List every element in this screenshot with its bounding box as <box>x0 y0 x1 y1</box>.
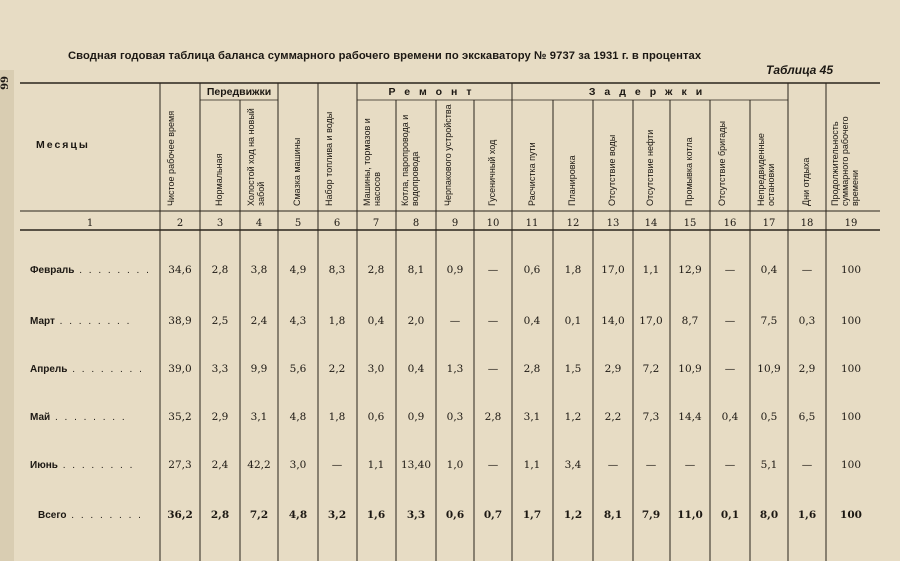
table-cell: 0,6 <box>367 411 385 423</box>
table-cell: 35,2 <box>168 411 192 423</box>
table-cell: — <box>801 264 813 276</box>
header-col-9: Черпакового устройства <box>443 104 453 206</box>
table-cell: 3,0 <box>367 363 385 375</box>
table-cell: 0,4 <box>367 315 385 327</box>
header-col-2: Чистое рабочее время <box>166 110 176 206</box>
row-month-label <box>30 316 131 327</box>
table-cell: 6,5 <box>798 411 816 423</box>
table-cell: 0,1 <box>564 315 582 327</box>
table-cell: — <box>801 459 813 471</box>
table-cell: 0,4 <box>407 363 425 375</box>
table-label: Таблица 45 <box>766 63 834 77</box>
table-cell: 2,2 <box>604 411 622 423</box>
table-cell: 100 <box>840 459 862 471</box>
header-col-10: Гусеничный ход <box>487 139 497 206</box>
header-col-18: Дни отдыха <box>801 157 811 206</box>
group-header-moving: Передвижки <box>206 86 272 98</box>
page-side-number: 99 <box>0 76 11 90</box>
table-cell: 1,5 <box>564 363 582 375</box>
month-name: Февраль <box>30 265 75 276</box>
table-cell: — <box>487 315 499 327</box>
col-number: 18 <box>800 218 814 229</box>
table-cell: — <box>449 315 461 327</box>
table-cell: 7,2 <box>642 363 660 375</box>
col-number: 13 <box>606 218 620 229</box>
table-cell: — <box>645 459 657 471</box>
table-cell: 1,3 <box>446 363 464 375</box>
table-cell: 36,2 <box>167 509 193 521</box>
table-cell: 2,8 <box>523 363 541 375</box>
table-cell: 0,3 <box>446 411 464 423</box>
group-header-repair: Ремонт <box>388 86 481 98</box>
col-number: 5 <box>294 218 302 229</box>
table-cell: 42,2 <box>247 459 271 471</box>
group-header-delays: Задержки <box>588 86 712 98</box>
header-col-8: Котла, паропровода и водопровода <box>400 114 420 206</box>
header-col-19: Продолжительность суммарного рабочего времени <box>830 116 860 206</box>
table-cell: 1,8 <box>328 411 346 423</box>
table-cell: 0,7 <box>483 509 503 521</box>
table-cell: 1,7 <box>522 509 542 521</box>
col-number: 19 <box>844 218 858 229</box>
table-cell: 1,1 <box>367 459 385 471</box>
table-cell: 8,1 <box>603 509 623 521</box>
col-number: 8 <box>412 218 420 229</box>
table-cell: 100 <box>840 509 862 521</box>
table-cell: 14,0 <box>601 315 625 327</box>
table-cell: 7,2 <box>249 509 269 521</box>
table-cell: — <box>724 363 736 375</box>
table-cell: — <box>724 315 736 327</box>
table-cell: — <box>487 264 499 276</box>
table-cell: 2,9 <box>604 363 622 375</box>
table-cell: 10,9 <box>678 363 702 375</box>
row-month-label <box>30 412 127 423</box>
table-cell: 100 <box>840 315 862 327</box>
leader-dots: . . . . . . . . <box>57 460 135 471</box>
leader-dots: . . . . . . . . <box>50 412 127 423</box>
col-number: 6 <box>333 218 341 229</box>
table-cell: — <box>724 264 736 276</box>
header-col-4: Холостой ход на новый забой <box>246 108 266 206</box>
header-col-13: Отсутствие воды <box>607 134 617 206</box>
table-cell: 3,2 <box>327 509 347 521</box>
month-name: Июнь <box>30 460 58 471</box>
table-cell: 1,2 <box>564 411 582 423</box>
table-caption: Сводная годовая таблица баланса суммарного рабочего времени по экскаватору № 9737 за 1931 г. в процентах <box>68 50 702 62</box>
table-cell: 7,3 <box>642 411 660 423</box>
table-cell: 100 <box>840 264 862 276</box>
table-cell: — <box>607 459 619 471</box>
col-number: 2 <box>176 218 184 229</box>
table-cell: 13,40 <box>400 459 432 471</box>
table-cell: 2,9 <box>798 363 816 375</box>
table-cell: 0,6 <box>523 264 541 276</box>
table-cell: 1,8 <box>564 264 582 276</box>
header-col-11: Расчистка пути <box>527 142 537 206</box>
table-cell: 12,9 <box>678 264 702 276</box>
table-cell: 0,6 <box>445 509 465 521</box>
table-cell: 2,4 <box>211 459 229 471</box>
table-cell: 17,0 <box>601 264 625 276</box>
table-cell: 8,1 <box>407 264 425 276</box>
table-cell: 5,6 <box>289 363 307 375</box>
table-cell: 3,8 <box>250 264 268 276</box>
col-number: 10 <box>486 218 500 229</box>
col-number: 17 <box>762 218 776 229</box>
table-cell: — <box>487 459 499 471</box>
header-col-16: Отсутствие бригады <box>717 121 727 206</box>
table-cell: 38,9 <box>168 315 192 327</box>
table-cell: 1,6 <box>366 509 386 521</box>
table-cell: 1,0 <box>446 459 464 471</box>
table-cell: 3,4 <box>564 459 582 471</box>
table-cell: 3,1 <box>250 411 268 423</box>
header-col-5: Смазка машины <box>292 137 302 206</box>
col-number: 3 <box>216 218 224 229</box>
table-cell: 4,8 <box>288 509 308 521</box>
table-cell: 0,1 <box>720 509 740 521</box>
table-cell: 100 <box>840 411 862 423</box>
leader-dots: . . . . . . . . <box>74 265 151 276</box>
header-col-7: Машины, тормазов и насосов <box>362 118 382 206</box>
table-cell: 0,4 <box>760 264 778 276</box>
table-cell: 3,0 <box>289 459 307 471</box>
table-cell: 2,8 <box>484 411 502 423</box>
table-cell: 5,1 <box>760 459 778 471</box>
table-cell: 3,3 <box>211 363 229 375</box>
row-month-label <box>30 460 134 471</box>
table-cell: 4,3 <box>289 315 307 327</box>
header-months: Месяцы <box>36 139 90 151</box>
table-cell: — <box>724 459 736 471</box>
table-cell: 2,2 <box>328 363 346 375</box>
table-cell: 9,9 <box>250 363 268 375</box>
leader-dots: . . . . . . . . <box>66 510 143 521</box>
col-number: 14 <box>644 218 658 229</box>
col-number: 1 <box>86 218 94 229</box>
table-cell: 4,8 <box>289 411 307 423</box>
table-cell: 1,8 <box>328 315 346 327</box>
month-name: Май <box>30 412 51 423</box>
row-month-label <box>30 364 144 375</box>
table-cell: 27,3 <box>168 459 192 471</box>
header-col-17: Непредвиденные остановки <box>756 133 776 206</box>
table-cell: 0,5 <box>760 411 778 423</box>
row-month-label <box>38 510 143 521</box>
table-cell: — <box>487 363 499 375</box>
header-col-3: Нормальная <box>214 153 224 206</box>
col-number: 4 <box>255 218 263 229</box>
table-cell: 7,9 <box>641 509 661 521</box>
col-number: 9 <box>451 218 459 229</box>
table-cell: 1,1 <box>523 459 541 471</box>
table-cell: 8,3 <box>328 264 346 276</box>
col-number: 15 <box>683 218 697 229</box>
table-cell: 7,5 <box>760 315 778 327</box>
leader-dots: . . . . . . . . <box>54 316 132 327</box>
row-month-label <box>30 265 151 276</box>
table-cell: — <box>684 459 696 471</box>
table-cell: 10,9 <box>757 363 781 375</box>
table-cell: 100 <box>840 363 862 375</box>
col-number: 11 <box>525 218 539 229</box>
table-cell: 11,0 <box>677 509 703 521</box>
month-name: Всего <box>38 510 67 521</box>
table-cell: 2,8 <box>367 264 385 276</box>
header-col-14: Отсутствие нефти <box>645 129 655 206</box>
table-cell: 2,8 <box>211 264 229 276</box>
col-number: 12 <box>566 218 580 229</box>
table-cell: 0,3 <box>798 315 816 327</box>
leader-dots: . . . . . . . . <box>67 364 144 375</box>
table-cell: 3,3 <box>406 509 426 521</box>
table-cell: 2,4 <box>250 315 268 327</box>
table-cell: 4,9 <box>289 264 307 276</box>
table-cell: 2,5 <box>211 315 229 327</box>
month-name: Апрель <box>30 364 68 375</box>
table-cell: 8,7 <box>681 315 699 327</box>
table-cell: 39,0 <box>168 363 192 375</box>
table-cell: 0,4 <box>523 315 541 327</box>
table-cell: — <box>331 459 343 471</box>
table-cell: 0,9 <box>407 411 425 423</box>
table-cell: 2,0 <box>407 315 425 327</box>
table-cell: 2,8 <box>210 509 230 521</box>
header-col-6: Набор топлива и воды <box>324 111 334 206</box>
table-cell: 1,2 <box>563 509 583 521</box>
col-number: 16 <box>723 218 737 229</box>
table-cell: 17,0 <box>639 315 663 327</box>
month-name: Март <box>30 316 55 327</box>
table-cell: 34,6 <box>168 264 192 276</box>
table-cell: 8,0 <box>759 509 779 521</box>
table-cell: 3,1 <box>523 411 541 423</box>
table-cell: 1,6 <box>797 509 817 521</box>
header-col-12: Планировка <box>567 155 577 206</box>
header-col-15: Промывка котла <box>684 137 694 206</box>
table-cell: 2,9 <box>211 411 229 423</box>
table-cell: 14,4 <box>678 411 702 423</box>
table-cell: 1,1 <box>642 264 660 276</box>
table-cell: 0,4 <box>721 411 739 423</box>
table-cell: 0,9 <box>446 264 464 276</box>
col-number: 7 <box>372 218 380 229</box>
